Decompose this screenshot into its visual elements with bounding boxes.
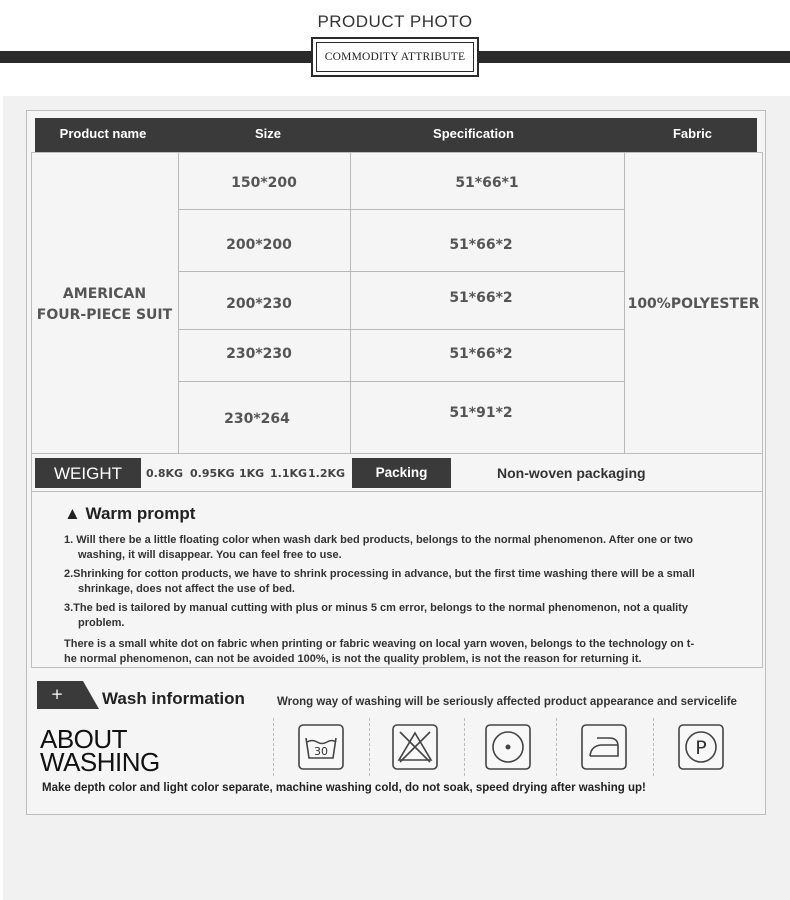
about-line: ABOUT	[40, 724, 128, 754]
fabric-cell: 100%POLYESTER	[627, 296, 760, 312]
spec-cell: 51*66*2	[449, 346, 513, 362]
packing-label: Packing	[352, 458, 451, 488]
dry-clean-letter: P	[695, 737, 707, 759]
size-cell: 200*230	[226, 296, 292, 312]
icon-separator	[464, 718, 466, 776]
warm-prompt-item	[64, 601, 744, 630]
about-washing-heading	[40, 724, 160, 777]
spec-cell: 51*91*2	[449, 405, 513, 421]
commodity-attribute-badge	[311, 37, 479, 77]
tumble-dry-icon	[485, 724, 531, 770]
packing-value: Non-woven packaging	[497, 465, 646, 481]
warm-prompt-item	[64, 533, 744, 562]
weight-option: 0.95KG	[190, 467, 235, 480]
product-name-line: FOUR-PIECE SUIT	[36, 307, 173, 323]
wash-information-subtitle: Wrong way of washing will be seriously affected product appearance and servicelife	[277, 696, 737, 708]
plus-icon: +	[50, 685, 64, 703]
about-line: WASHING	[40, 747, 160, 777]
icon-separator	[273, 718, 275, 776]
weight-option: 1.2KG	[308, 467, 346, 480]
row-divider	[178, 209, 624, 210]
header-specification: Specification	[433, 126, 514, 141]
warm-prompt-note	[64, 637, 744, 666]
weight-option: 0.8KG	[146, 467, 184, 480]
icon-separator	[369, 718, 371, 776]
spec-cell: 51*66*2	[449, 237, 513, 253]
page-title: PRODUCT PHOTO	[317, 12, 473, 31]
weight-label: WEIGHT	[35, 458, 141, 488]
iron-icon	[581, 724, 627, 770]
icon-separator	[653, 718, 655, 776]
row-divider	[178, 271, 624, 272]
weight-option: 1KG	[239, 467, 265, 480]
wash-note: Make depth color and light color separate, machine washing cold, do not soak, speed drying after washing up!	[42, 782, 646, 794]
warm-prompt-line: 3.The bed is tailored by manual cutting with plus or minus 5 cm error, belongs to the normal phenomenon, not a quality	[64, 602, 689, 614]
spec-cell: 51*66*2	[449, 290, 513, 306]
wash-30-icon	[298, 724, 344, 770]
product-name-line: AMERICAN	[62, 286, 147, 302]
header-product-name: Product name	[59, 126, 147, 141]
row-divider	[178, 329, 624, 330]
warm-prompt-item	[64, 567, 744, 596]
warm-prompt-title: ▲ Warm prompt	[64, 504, 196, 523]
weight-option: 1.1KG	[270, 467, 308, 480]
warm-prompt-line: shrinkage, does not affect the use of bed.	[78, 582, 295, 595]
no-bleach-icon	[392, 724, 438, 770]
product-name-cell	[31, 284, 178, 326]
header-size: Size	[254, 126, 281, 141]
dry-clean-p-icon	[678, 724, 724, 770]
warm-prompt-line: washing, it will disappear. You can feel free to use.	[78, 548, 342, 561]
wash-information-title: Wash information	[102, 689, 245, 708]
table-header	[35, 118, 757, 152]
wash-tab	[37, 681, 99, 709]
header-fabric: Fabric	[672, 126, 712, 141]
warm-prompt-line: problem.	[78, 616, 125, 629]
icon-separator	[556, 718, 558, 776]
size-cell: 230*264	[224, 411, 290, 427]
row-divider	[178, 381, 624, 382]
size-cell: 150*200	[231, 175, 297, 191]
warm-prompt-line: he normal phenomenon, can not be avoided 100%, is not the quality problem, is not the reason for returning it.	[64, 652, 642, 665]
commodity-attribute-label: COMMODITY ATTRIBUTE	[316, 42, 474, 72]
size-cell: 230*230	[226, 346, 292, 362]
warm-prompt-line: 2.Shrinking for cotton products, we have to shrink processing in advance, but the first time washing there will be a small	[64, 568, 695, 580]
warm-prompt-line: 1. Will there be a little floating color when wash dark bed products, belongs to the normal phenomenon. After one or two	[64, 534, 693, 546]
size-cell: 200*200	[226, 237, 292, 253]
wash-temperature: 30	[314, 745, 328, 758]
spec-cell: 51*66*1	[455, 175, 519, 191]
warm-prompt-line: There is a small white dot on fabric when printing or fabric weaving on local yarn woven, belongs to the technology on t-	[64, 638, 695, 650]
